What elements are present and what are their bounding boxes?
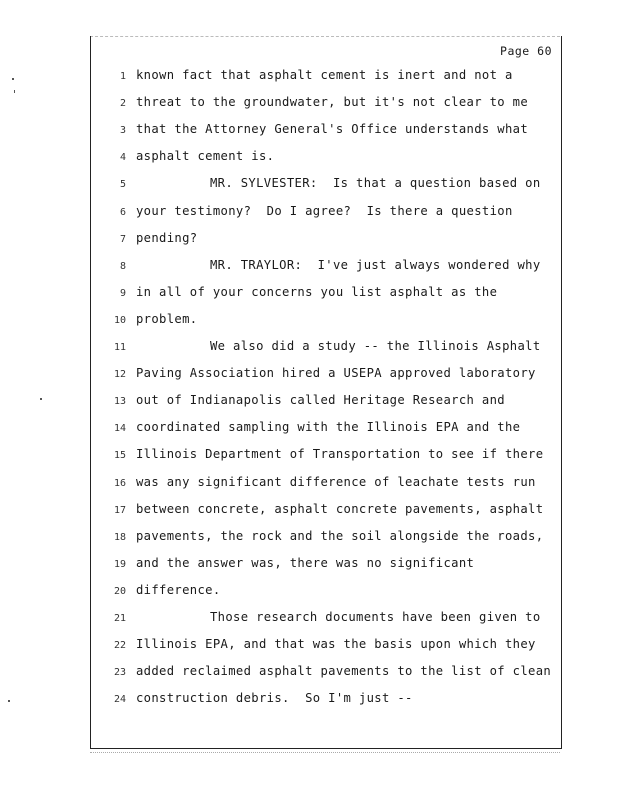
- scan-speck: [8, 700, 10, 702]
- scan-speck: [12, 78, 14, 80]
- line-text: Paving Association hired a USEPA approved laboratory: [136, 366, 536, 381]
- line-text: coordinated sampling with the Illinois EPA and the: [136, 420, 521, 435]
- transcript-line: [90, 258, 560, 278]
- line-number: 14: [113, 423, 126, 435]
- transcript-line: [90, 502, 560, 522]
- transcript-line: [90, 393, 560, 413]
- line-number: 12: [113, 369, 126, 381]
- line-number: 13: [113, 396, 126, 408]
- transcript-line: [90, 664, 560, 684]
- scan-speck: [40, 398, 42, 400]
- scan-speck: [14, 90, 15, 93]
- line-text: that the Attorney General's Office understands what: [136, 122, 529, 137]
- transcript-line: [90, 420, 560, 440]
- line-number: 21: [113, 613, 126, 624]
- transcript-line: [90, 556, 560, 576]
- line-number: 16: [113, 477, 126, 489]
- line-number: 7: [119, 233, 126, 245]
- transcript-line: [90, 529, 560, 549]
- transcript-line: [90, 637, 560, 657]
- line-text: Those research documents have been given to: [210, 610, 541, 624]
- transcript-line: [90, 122, 560, 142]
- line-number: 15: [113, 450, 126, 462]
- line-number: 2: [119, 98, 126, 110]
- line-number: 3: [119, 125, 126, 137]
- line-text: known fact that asphalt cement is inert and not a: [136, 68, 513, 82]
- line-number: 1: [119, 71, 126, 82]
- line-text: out of Indianapolis called Heritage Research and: [136, 393, 505, 408]
- transcript-line: [90, 204, 560, 224]
- line-text: asphalt cement is.: [136, 149, 275, 164]
- line-text: difference.: [136, 582, 221, 597]
- line-text: MR. TRAYLOR: I've just always wondered why: [210, 257, 541, 272]
- line-text: Illinois Department of Transportation to see if there: [136, 447, 544, 462]
- transcript-line: [90, 68, 560, 88]
- line-number: 11: [113, 342, 126, 353]
- bottom-rule: [90, 752, 560, 753]
- transcript-line: [90, 339, 560, 359]
- line-text: added reclaimed asphalt pavements to the list of clean: [136, 664, 552, 679]
- transcript-line: [90, 149, 560, 169]
- line-text: problem.: [136, 311, 198, 326]
- transcript-line: [90, 366, 560, 386]
- line-text: Illinois EPA, and that was the basis upon which they: [136, 637, 536, 652]
- line-text: pavements, the rock and the soil alongside the roads,: [136, 528, 544, 543]
- line-text: and the answer was, there was no significant: [136, 555, 475, 570]
- page-number: Page 60: [500, 44, 552, 58]
- line-number: 23: [113, 667, 126, 679]
- line-text: in all of your concerns you list asphalt as the: [136, 284, 498, 299]
- transcript-line: [90, 231, 560, 251]
- transcript-line: [90, 610, 560, 630]
- line-number: 22: [113, 640, 126, 652]
- line-number: 17: [113, 504, 126, 516]
- line-text: pending?: [136, 230, 198, 245]
- transcript-line: [90, 447, 560, 467]
- line-number: 5: [119, 179, 126, 191]
- line-text: threat to the groundwater, but it's not clear to me: [136, 95, 529, 110]
- transcript-line: [90, 691, 560, 711]
- line-number: 4: [119, 152, 126, 164]
- transcript-line: [90, 285, 560, 305]
- line-number: 18: [113, 531, 126, 543]
- line-text: construction debris. So I'm just --: [136, 691, 413, 706]
- transcript-line: [90, 583, 560, 603]
- line-number: 8: [119, 260, 126, 272]
- line-number: 6: [119, 206, 126, 218]
- line-number: 10: [113, 314, 126, 326]
- transcript-line: [90, 176, 560, 196]
- line-number: 9: [119, 287, 126, 299]
- line-text: MR. SYLVESTER: Is that a question based on: [210, 176, 541, 191]
- transcript-line: [90, 475, 560, 495]
- line-text: your testimony? Do I agree? Is there a question: [136, 203, 513, 218]
- line-number: 24: [113, 694, 126, 706]
- line-text: We also did a study -- the Illinois Asphalt: [210, 339, 541, 353]
- line-text: between concrete, asphalt concrete pavements, asphalt: [136, 501, 544, 516]
- line-number: 19: [113, 558, 126, 570]
- line-number: 20: [113, 585, 126, 597]
- line-text: was any significant difference of leachate tests run: [136, 474, 536, 489]
- transcript-line: [90, 95, 560, 115]
- transcript-line: [90, 312, 560, 332]
